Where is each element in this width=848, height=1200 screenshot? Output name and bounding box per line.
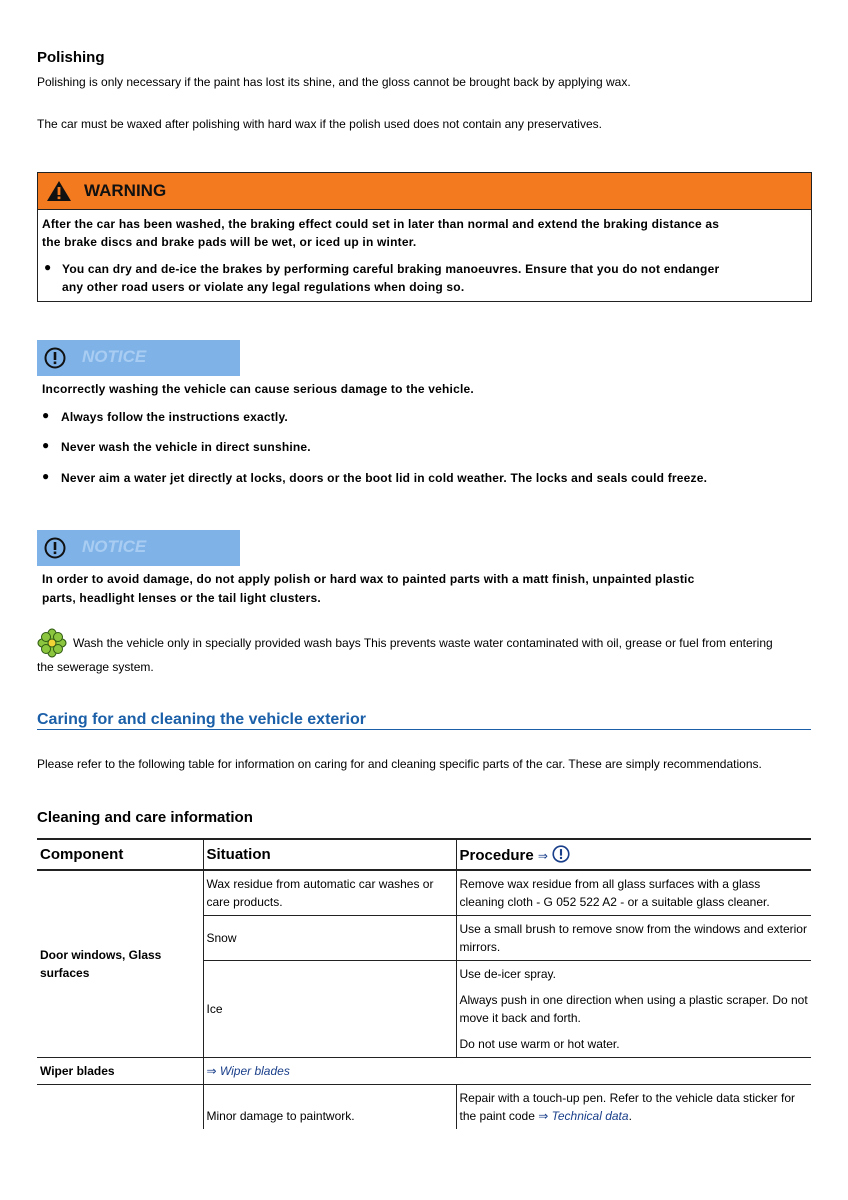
- header-procedure-label: Procedure: [459, 847, 534, 864]
- table-caption: Cleaning and care information: [37, 809, 253, 826]
- warning-bullet-line-1: You can dry and de-ice the brakes by performing careful braking manoeuvres. Ensure that you do not endanger: [62, 262, 720, 276]
- cell-component-paint: [37, 1085, 203, 1130]
- ice-procedure-3: Do not use warm or hot water.: [459, 1037, 620, 1051]
- wiper-blades-link[interactable]: ⇒ Wiper blades: [206, 1064, 290, 1078]
- cell-component-glass: Door windows, Glass surfaces: [37, 870, 203, 1058]
- section-title: Caring for and cleaning the vehicle exterior: [37, 711, 366, 728]
- warning-triangle-icon: [46, 180, 72, 202]
- cell-situation-ice: Ice: [203, 961, 456, 1058]
- notice-title-2: NOTICE: [82, 537, 147, 556]
- environment-flower-icon: [37, 628, 67, 658]
- header-procedure-arrow[interactable]: ⇒: [537, 849, 548, 863]
- environment-line-2: the sewerage system.: [37, 660, 154, 674]
- warning-text-line-2: the brake discs and brake pads will be wet, or iced up in winter.: [42, 235, 417, 249]
- notice-header-1: [37, 340, 240, 376]
- table-row: [37, 1085, 811, 1130]
- table-header-row: [37, 839, 811, 870]
- header-procedure: [456, 839, 811, 870]
- bullet-dot: ●: [42, 469, 50, 483]
- paint-procedure-end: .: [628, 1109, 632, 1123]
- warning-box: [37, 172, 812, 302]
- warning-bullet-line-2: any other road users or violate any legal regulations when doing so.: [62, 280, 465, 294]
- notice-1-bullet-3: Never aim a water jet directly at locks, doors or the boot lid in cold weather. The locks and seals could freeze.: [61, 471, 708, 485]
- bullet-dot: ●: [44, 260, 52, 274]
- cell-procedure-snow: Use a small brush to remove snow from the windows and exterior mirrors.: [456, 916, 811, 961]
- environment-line-1: Wash the vehicle only in specially provided wash bays This prevents waste water contaminated with oil, grease or fuel from entering: [73, 636, 773, 650]
- header-situation: Situation: [203, 839, 456, 870]
- polishing-title: Polishing: [37, 49, 105, 66]
- section-rule: [37, 729, 811, 730]
- cell-situation-paint: Minor damage to paintwork.: [203, 1085, 456, 1130]
- cell-wiper-link: [203, 1058, 811, 1085]
- paint-procedure-text: Repair with a touch-up pen. Refer to the vehicle data sticker for the paint code: [459, 1091, 796, 1123]
- cell-procedure-wax: Remove wax residue from all glass surfaces with a glass cleaning cloth - G 052 522 A2 - or a suitable glass cleaner.: [456, 870, 811, 916]
- notice-2-line-1: In order to avoid damage, do not apply polish or hard wax to painted parts with a matt finish, unpainted plastic: [42, 572, 695, 586]
- bullet-dot: ●: [42, 438, 50, 452]
- notice-exclamation-icon: [44, 347, 66, 369]
- table-row: [37, 870, 811, 916]
- notice-header-2: [37, 530, 240, 566]
- ice-procedure-1: Use de-icer spray.: [459, 967, 556, 981]
- section-intro: Please refer to the following table for information on caring for and cleaning specific parts of the car. These are simply recommendations.: [37, 757, 762, 771]
- polishing-para-1: Polishing is only necessary if the paint has lost its shine, and the gloss cannot be brought back by applying wax.: [37, 75, 631, 89]
- warning-title: WARNING: [84, 181, 167, 200]
- table-row: [37, 1058, 811, 1085]
- technical-data-link[interactable]: ⇒ Technical data: [538, 1109, 629, 1123]
- cell-situation-wax: Wax residue from automatic car washes or care products.: [203, 870, 456, 916]
- notice-2-line-2: parts, headlight lenses or the tail light clusters.: [42, 591, 321, 605]
- cell-procedure-ice: [456, 961, 811, 1058]
- bullet-dot: ●: [42, 408, 50, 422]
- notice-1-bullet-1: Always follow the instructions exactly.: [61, 410, 288, 424]
- notice-title-1: NOTICE: [82, 347, 147, 366]
- cell-procedure-paint: [456, 1085, 811, 1130]
- notice-exclamation-icon: [44, 537, 66, 559]
- ice-procedure-2: Always push in one direction when using a plastic scraper. Do not move it back and forth.: [459, 993, 808, 1025]
- cell-component-wiper: Wiper blades: [37, 1058, 203, 1085]
- notice-1-intro: Incorrectly washing the vehicle can cause serious damage to the vehicle.: [42, 382, 474, 396]
- care-table: [37, 838, 811, 1129]
- notice-exclamation-icon[interactable]: [552, 845, 570, 863]
- warning-text-line-1: After the car has been washed, the braking effect could set in later than normal and extend the braking distance as: [42, 217, 720, 231]
- polishing-para-2: The car must be waxed after polishing with hard wax if the polish used does not contain any preservatives.: [37, 117, 602, 131]
- warning-header: [38, 173, 811, 210]
- header-component: Component: [37, 839, 203, 870]
- notice-1-bullet-2: Never wash the vehicle in direct sunshine.: [61, 440, 311, 454]
- cell-situation-snow: Snow: [203, 916, 456, 961]
